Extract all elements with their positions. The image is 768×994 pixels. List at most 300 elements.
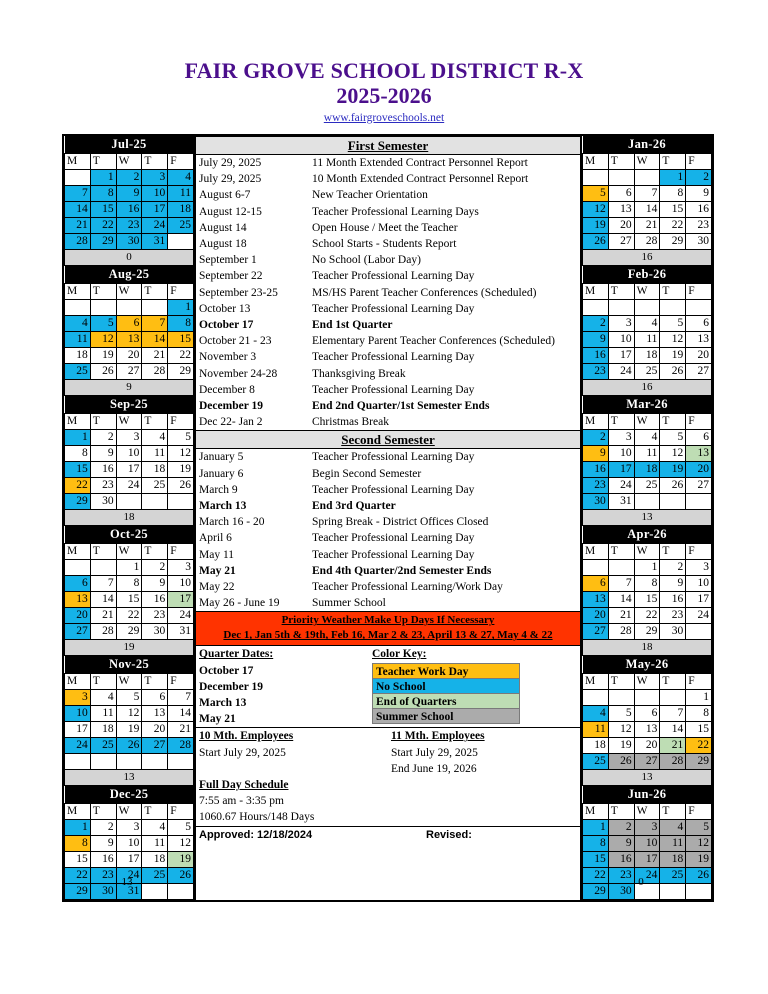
day-cell[interactable]: 27	[142, 738, 168, 754]
day-cell[interactable]: 18	[634, 348, 660, 364]
day-cell[interactable]	[634, 494, 660, 510]
day-cell[interactable]	[660, 494, 686, 510]
day-cell[interactable]: 10	[168, 576, 194, 592]
day-cell[interactable]: 15	[660, 202, 686, 218]
day-cell[interactable]: 21	[634, 218, 660, 234]
day-cell[interactable]: 23	[90, 478, 116, 494]
day-cell[interactable]: 24	[686, 608, 712, 624]
day-cell[interactable]: 29	[65, 884, 91, 900]
day-cell[interactable]: 30	[90, 884, 116, 900]
day-cell[interactable]	[634, 170, 660, 186]
day-cell[interactable]: 21	[168, 722, 194, 738]
day-cell[interactable]: 14	[65, 202, 91, 218]
day-cell[interactable]: 20	[65, 608, 91, 624]
day-cell[interactable]: 7	[660, 706, 686, 722]
day-cell[interactable]: 15	[90, 202, 116, 218]
day-cell[interactable]	[634, 690, 660, 706]
day-cell[interactable]: 12	[608, 722, 634, 738]
day-cell[interactable]: 16	[142, 592, 168, 608]
day-cell[interactable]: 22	[65, 478, 91, 494]
day-cell[interactable]: 27	[608, 234, 634, 250]
day-cell[interactable]: 8	[168, 316, 194, 332]
day-cell[interactable]: 26	[660, 364, 686, 380]
day-cell[interactable]: 5	[168, 820, 194, 836]
day-cell[interactable]: 8	[116, 576, 142, 592]
day-cell[interactable]: 15	[65, 852, 91, 868]
day-cell[interactable]: 29	[686, 754, 712, 770]
day-cell[interactable]: 15	[168, 332, 194, 348]
day-cell[interactable]: 16	[90, 462, 116, 478]
day-cell[interactable]: 25	[65, 364, 91, 380]
day-cell[interactable]: 8	[660, 186, 686, 202]
day-cell[interactable]: 18	[660, 852, 686, 868]
day-cell[interactable]: 13	[634, 722, 660, 738]
day-cell[interactable]: 28	[90, 624, 116, 640]
day-cell[interactable]: 13	[686, 332, 712, 348]
day-cell[interactable]: 18	[142, 852, 168, 868]
day-cell[interactable]: 10	[65, 706, 91, 722]
day-cell[interactable]: 26	[168, 868, 194, 884]
day-cell[interactable]: 10	[634, 836, 660, 852]
day-cell[interactable]	[168, 234, 194, 250]
day-cell[interactable]: 19	[90, 348, 116, 364]
day-cell[interactable]: 4	[660, 820, 686, 836]
day-cell[interactable]: 11	[142, 446, 168, 462]
day-cell[interactable]: 3	[634, 820, 660, 836]
day-cell[interactable]: 18	[142, 462, 168, 478]
day-cell[interactable]	[90, 754, 116, 770]
day-cell[interactable]: 29	[634, 624, 660, 640]
day-cell[interactable]: 24	[608, 364, 634, 380]
day-cell[interactable]: 29	[660, 234, 686, 250]
day-cell[interactable]: 7	[142, 316, 168, 332]
day-cell[interactable]	[634, 300, 660, 316]
day-cell[interactable]: 12	[168, 446, 194, 462]
day-cell[interactable]: 3	[608, 430, 634, 446]
day-cell[interactable]: 13	[608, 202, 634, 218]
day-cell[interactable]: 19	[686, 852, 712, 868]
day-cell[interactable]	[660, 300, 686, 316]
day-cell[interactable]: 10	[116, 446, 142, 462]
day-cell[interactable]: 13	[686, 446, 712, 462]
day-cell[interactable]: 3	[116, 820, 142, 836]
day-cell[interactable]: 6	[65, 576, 91, 592]
day-cell[interactable]: 24	[65, 738, 91, 754]
day-cell[interactable]: 18	[168, 202, 194, 218]
day-cell[interactable]: 11	[142, 836, 168, 852]
day-cell[interactable]: 10	[608, 446, 634, 462]
day-cell[interactable]: 30	[116, 234, 142, 250]
day-cell[interactable]: 25	[660, 868, 686, 884]
day-cell[interactable]: 25	[142, 868, 168, 884]
day-cell[interactable]: 31	[142, 234, 168, 250]
day-cell[interactable]: 21	[90, 608, 116, 624]
day-cell[interactable]: 3	[608, 316, 634, 332]
day-cell[interactable]: 20	[142, 722, 168, 738]
day-cell[interactable]: 23	[608, 868, 634, 884]
district-website-link[interactable]: www.fairgroveschools.net	[323, 111, 445, 124]
day-cell[interactable]: 3	[142, 170, 168, 186]
day-cell[interactable]: 11	[90, 706, 116, 722]
day-cell[interactable]: 26	[168, 478, 194, 494]
day-cell[interactable]	[583, 560, 609, 576]
day-cell[interactable]: 1	[660, 170, 686, 186]
dow-header-1: T	[608, 154, 634, 170]
day-cell[interactable]: 24	[116, 478, 142, 494]
day-cell[interactable]: 6	[583, 576, 609, 592]
day-cell[interactable]: 6	[116, 316, 142, 332]
day-cell[interactable]: 6	[608, 186, 634, 202]
day-cell[interactable]	[686, 494, 712, 510]
day-cell[interactable]	[583, 690, 609, 706]
day-cell[interactable]	[168, 754, 194, 770]
day-cell[interactable]: 1	[634, 560, 660, 576]
day-cell[interactable]: 4	[90, 690, 116, 706]
day-cell[interactable]: 5	[90, 316, 116, 332]
day-cell[interactable]: 24	[116, 868, 142, 884]
day-cell[interactable]: 27	[116, 364, 142, 380]
day-cell[interactable]: 29	[116, 624, 142, 640]
day-cell[interactable]: 22	[90, 218, 116, 234]
day-cell[interactable]: 5	[660, 316, 686, 332]
day-cell[interactable]	[686, 300, 712, 316]
day-cell[interactable]: 22	[583, 868, 609, 884]
day-cell[interactable]: 8	[583, 836, 609, 852]
day-cell[interactable]	[65, 560, 91, 576]
day-cell[interactable]: 16	[583, 462, 609, 478]
day-cell[interactable]: 24	[142, 218, 168, 234]
day-cell[interactable]: 12	[686, 836, 712, 852]
day-cell[interactable]: 14	[142, 332, 168, 348]
day-cell[interactable]: 15	[686, 722, 712, 738]
day-cell[interactable]: 7	[608, 576, 634, 592]
day-cell[interactable]: 4	[142, 820, 168, 836]
day-cell[interactable]: 1	[583, 820, 609, 836]
day-cell[interactable]: 4	[168, 170, 194, 186]
day-cell[interactable]: 24	[634, 868, 660, 884]
day-cell[interactable]	[116, 300, 142, 316]
day-cell[interactable]: 23	[583, 364, 609, 380]
day-cell[interactable]: 29	[168, 364, 194, 380]
day-cell[interactable]: 18	[65, 348, 91, 364]
day-cell[interactable]: 12	[90, 332, 116, 348]
day-cell[interactable]: 11	[634, 446, 660, 462]
day-cell[interactable]	[65, 170, 91, 186]
week-row	[65, 462, 194, 478]
day-cell[interactable]: 14	[90, 592, 116, 608]
day-cell[interactable]: 16	[583, 348, 609, 364]
day-cell[interactable]: 5	[686, 820, 712, 836]
day-cell[interactable]: 31	[608, 494, 634, 510]
day-cell[interactable]: 13	[142, 706, 168, 722]
day-cell[interactable]: 3	[65, 690, 91, 706]
day-cell[interactable]: 22	[686, 738, 712, 754]
day-cell[interactable]: 19	[116, 722, 142, 738]
day-cell[interactable]: 14	[660, 722, 686, 738]
day-cell[interactable]	[660, 690, 686, 706]
day-cell[interactable]: 3	[686, 560, 712, 576]
day-cell[interactable]: 20	[634, 738, 660, 754]
day-cell[interactable]: 8	[65, 446, 91, 462]
day-cell[interactable]: 17	[65, 722, 91, 738]
day-cell[interactable]: 17	[142, 202, 168, 218]
day-cell[interactable]: 10	[116, 836, 142, 852]
day-cell[interactable]: 6	[686, 316, 712, 332]
day-cell[interactable]: 25	[634, 364, 660, 380]
day-cell[interactable]: 20	[116, 348, 142, 364]
day-cell[interactable]: 25	[583, 754, 609, 770]
day-cell[interactable]: 17	[168, 592, 194, 608]
day-cell[interactable]: 1	[90, 170, 116, 186]
day-cell[interactable]: 9	[583, 446, 609, 462]
day-cell[interactable]: 20	[686, 462, 712, 478]
day-cell[interactable]: 16	[608, 852, 634, 868]
day-cell[interactable]: 23	[686, 218, 712, 234]
day-cell[interactable]: 4	[142, 430, 168, 446]
day-cell[interactable]: 25	[168, 218, 194, 234]
day-cell[interactable]: 26	[686, 868, 712, 884]
day-cell[interactable]: 2	[660, 560, 686, 576]
day-cell[interactable]	[90, 560, 116, 576]
day-cell[interactable]: 18	[634, 462, 660, 478]
day-cell[interactable]: 27	[65, 624, 91, 640]
day-cell[interactable]: 25	[142, 478, 168, 494]
day-cell[interactable]: 2	[608, 820, 634, 836]
day-cell[interactable]: 26	[608, 754, 634, 770]
day-cell[interactable]: 12	[660, 332, 686, 348]
day-cell[interactable]: 11	[634, 332, 660, 348]
day-cell[interactable]: 16	[116, 202, 142, 218]
day-cell[interactable]: 19	[168, 852, 194, 868]
day-cell[interactable]: 2	[116, 170, 142, 186]
day-cell[interactable]: 28	[608, 624, 634, 640]
day-cell[interactable]: 30	[660, 624, 686, 640]
day-cell[interactable]: 30	[686, 234, 712, 250]
day-cell[interactable]: 18	[90, 722, 116, 738]
day-cell[interactable]: 5	[116, 690, 142, 706]
day-cell[interactable]: 14	[608, 592, 634, 608]
day-cell[interactable]: 3	[168, 560, 194, 576]
day-cell[interactable]: 2	[90, 430, 116, 446]
week-row	[65, 234, 194, 250]
day-cell[interactable]: 1	[168, 300, 194, 316]
day-cell[interactable]: 15	[583, 852, 609, 868]
day-cell[interactable]: 11	[583, 722, 609, 738]
day-cell[interactable]: 9	[90, 836, 116, 852]
day-cell[interactable]: 27	[686, 364, 712, 380]
day-cell[interactable]: 17	[634, 852, 660, 868]
day-cell[interactable]: 2	[142, 560, 168, 576]
day-cell[interactable]: 9	[116, 186, 142, 202]
day-cell[interactable]	[583, 300, 609, 316]
day-cell[interactable]: 19	[168, 462, 194, 478]
day-cell[interactable]: 4	[583, 706, 609, 722]
day-cell[interactable]: 9	[608, 836, 634, 852]
day-cell[interactable]: 16	[660, 592, 686, 608]
day-cell[interactable]: 11	[65, 332, 91, 348]
day-cell[interactable]: 19	[608, 738, 634, 754]
day-cell[interactable]	[65, 754, 91, 770]
day-cell[interactable]	[608, 560, 634, 576]
day-cell[interactable]: 22	[116, 608, 142, 624]
day-cell[interactable]: 23	[583, 478, 609, 494]
day-cell[interactable]: 9	[583, 332, 609, 348]
day-cell[interactable]: 1	[116, 560, 142, 576]
day-cell[interactable]: 26	[116, 738, 142, 754]
day-cell[interactable]: 4	[634, 316, 660, 332]
day-cell[interactable]	[90, 300, 116, 316]
day-cell[interactable]: 8	[634, 576, 660, 592]
day-cell[interactable]: 12	[583, 202, 609, 218]
day-cell[interactable]	[65, 300, 91, 316]
day-cell[interactable]: 24	[608, 478, 634, 494]
day-cell[interactable]: 28	[168, 738, 194, 754]
day-cell[interactable]	[686, 624, 712, 640]
day-cell[interactable]: 8	[90, 186, 116, 202]
day-cell[interactable]: 22	[168, 348, 194, 364]
day-cell[interactable]: 29	[65, 494, 91, 510]
day-cell[interactable]: 15	[634, 592, 660, 608]
day-cell[interactable]: 12	[168, 836, 194, 852]
day-cell[interactable]: 11	[168, 186, 194, 202]
day-cell[interactable]: 15	[116, 592, 142, 608]
day-cell[interactable]: 30	[90, 494, 116, 510]
day-cell[interactable]: 12	[660, 446, 686, 462]
day-cell[interactable]: 23	[660, 608, 686, 624]
day-cell[interactable]: 6	[634, 706, 660, 722]
day-cell[interactable]: 2	[90, 820, 116, 836]
day-cell[interactable]: 16	[686, 202, 712, 218]
day-cell[interactable]	[142, 494, 168, 510]
day-cell[interactable]: 31	[116, 884, 142, 900]
day-cell[interactable]: 5	[660, 430, 686, 446]
day-cell[interactable]: 5	[583, 186, 609, 202]
day-cell[interactable]: 4	[65, 316, 91, 332]
day-cell[interactable]: 16	[90, 852, 116, 868]
day-cell[interactable]: 26	[90, 364, 116, 380]
day-cell[interactable]	[142, 754, 168, 770]
day-cell[interactable]: 4	[634, 430, 660, 446]
day-cell[interactable]: 21	[65, 218, 91, 234]
day-cell[interactable]	[116, 494, 142, 510]
day-cell[interactable]: 1	[65, 430, 91, 446]
day-cell[interactable]: 8	[65, 836, 91, 852]
day-cell[interactable]: 13	[583, 592, 609, 608]
day-cell[interactable]: 28	[65, 234, 91, 250]
day-cell[interactable]: 27	[634, 754, 660, 770]
day-cell[interactable]: 7	[90, 576, 116, 592]
day-cell[interactable]: 23	[90, 868, 116, 884]
day-cell[interactable]: 17	[116, 852, 142, 868]
day-cell[interactable]: 18	[583, 738, 609, 754]
day-cell[interactable]: 23	[116, 218, 142, 234]
day-cell[interactable]: 1	[686, 690, 712, 706]
day-cell[interactable]: 3	[116, 430, 142, 446]
day-cell[interactable]: 17	[608, 348, 634, 364]
day-cell[interactable]: 30	[142, 624, 168, 640]
day-cell[interactable]: 5	[168, 430, 194, 446]
day-cell[interactable]: 26	[583, 234, 609, 250]
day-cell[interactable]: 19	[660, 348, 686, 364]
day-cell[interactable]	[116, 754, 142, 770]
day-cell[interactable]: 2	[686, 170, 712, 186]
day-cell[interactable]: 25	[90, 738, 116, 754]
day-cell[interactable]: 8	[686, 706, 712, 722]
day-cell[interactable]	[608, 300, 634, 316]
day-cell[interactable]: 9	[686, 186, 712, 202]
day-cell[interactable]: 26	[660, 478, 686, 494]
day-cell[interactable]: 7	[634, 186, 660, 202]
day-cell[interactable]: 21	[660, 738, 686, 754]
day-cell[interactable]: 9	[90, 446, 116, 462]
day-cell[interactable]: 10	[142, 186, 168, 202]
day-cell[interactable]	[142, 300, 168, 316]
day-cell[interactable]: 22	[634, 608, 660, 624]
day-cell[interactable]: 22	[660, 218, 686, 234]
day-cell[interactable]: 13	[116, 332, 142, 348]
day-cell[interactable]: 17	[116, 462, 142, 478]
day-cell[interactable]: 5	[608, 706, 634, 722]
dow-header-4: F	[686, 674, 712, 690]
day-cell[interactable]: 23	[142, 608, 168, 624]
day-cell[interactable]: 9	[142, 576, 168, 592]
day-cell[interactable]: 14	[168, 706, 194, 722]
day-cell[interactable]: 17	[686, 592, 712, 608]
day-cell[interactable]: 29	[583, 884, 609, 900]
day-cell[interactable]	[608, 690, 634, 706]
day-cell[interactable]: 12	[116, 706, 142, 722]
day-cell[interactable]: 1	[65, 820, 91, 836]
day-cell[interactable]	[168, 494, 194, 510]
day-cell[interactable]: 20	[583, 608, 609, 624]
day-cell[interactable]: 27	[583, 624, 609, 640]
day-cell[interactable]	[608, 170, 634, 186]
day-cell[interactable]: 14	[634, 202, 660, 218]
day-cell[interactable]: 9	[660, 576, 686, 592]
day-cell[interactable]: 22	[65, 868, 91, 884]
day-cell[interactable]: 19	[660, 462, 686, 478]
day-cell[interactable]: 6	[686, 430, 712, 446]
day-cell[interactable]: 25	[634, 478, 660, 494]
day-cell[interactable]: 28	[634, 234, 660, 250]
day-cell[interactable]: 6	[142, 690, 168, 706]
day-cell[interactable]: 29	[90, 234, 116, 250]
day-cell[interactable]: 15	[65, 462, 91, 478]
day-cell[interactable]: 31	[168, 624, 194, 640]
day-cell[interactable]: 7	[65, 186, 91, 202]
day-cell[interactable]: 13	[65, 592, 91, 608]
day-cell[interactable]: 28	[660, 754, 686, 770]
day-cell[interactable]: 10	[686, 576, 712, 592]
day-cell[interactable]: 7	[168, 690, 194, 706]
day-cell[interactable]: 2	[583, 316, 609, 332]
day-cell[interactable]: 20	[686, 348, 712, 364]
day-cell[interactable]: 30	[583, 494, 609, 510]
day-cell[interactable]: 21	[142, 348, 168, 364]
day-cell[interactable]: 2	[583, 430, 609, 446]
day-cell[interactable]: 19	[583, 218, 609, 234]
day-cell[interactable]: 21	[608, 608, 634, 624]
day-cell[interactable]: 24	[168, 608, 194, 624]
day-cell[interactable]: 30	[608, 884, 634, 900]
day-cell[interactable]: 28	[142, 364, 168, 380]
day-cell[interactable]: 20	[608, 218, 634, 234]
day-cell[interactable]	[583, 170, 609, 186]
day-cell[interactable]: 11	[660, 836, 686, 852]
day-cell[interactable]: 10	[608, 332, 634, 348]
day-cell[interactable]: 27	[686, 478, 712, 494]
day-cell[interactable]: 17	[608, 462, 634, 478]
